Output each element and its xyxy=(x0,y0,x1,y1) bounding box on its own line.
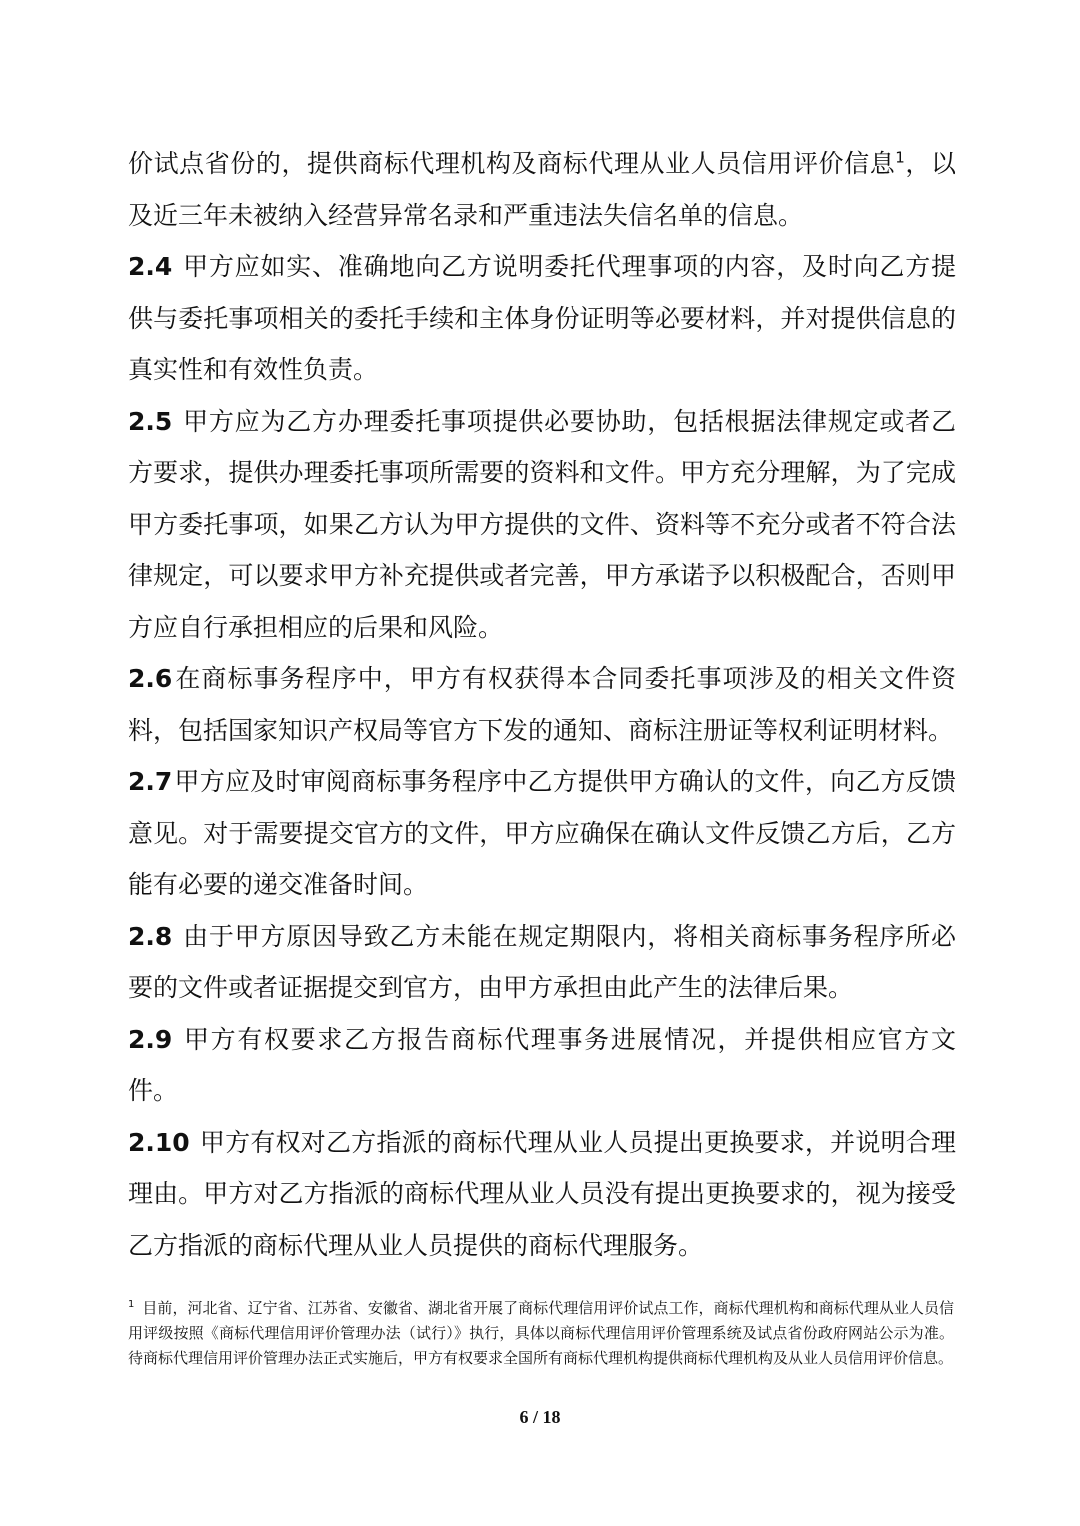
paragraph-continuation xyxy=(128,138,956,241)
paragraph-text-after: ，以及近三年未被纳入经营异常名录和严重违法失信名单的信息。 xyxy=(128,149,956,230)
clause-text: 甲方应及时审阅商标事务程序中乙方提供甲方确认的文件，向乙方反馈意见。对于需要提交官方的文件，甲方应确保在确认文件反馈乙方后，乙方能有必要的递交准备时间。 xyxy=(128,767,956,899)
clause-2-6 xyxy=(128,653,956,756)
clause-2-10 xyxy=(128,1117,956,1272)
clause-2-5 xyxy=(128,396,956,654)
clause-2-7 xyxy=(128,756,956,911)
clause-2-4 xyxy=(128,241,956,396)
clause-text: 甲方有权要求乙方报告商标代理事务进展情况，并提供相应官方文件。 xyxy=(128,1024,956,1105)
paragraph-text: 价试点省份的，提供商标代理机构及商标代理从业人员信用评价信息 xyxy=(128,149,896,178)
clause-text: 甲方应为乙方办理委托事项提供必要协助，包括根据法律规定或者乙方要求，提供办理委托事项所需要的资料和文件。甲方充分理解，为了完成甲方委托事项，如果乙方认为甲方提供的文件、资料等不充分或者不符合法律规定，可以要求甲方补充提供或者完善，甲方承诺予以积极配合，否则甲方应自行承担相应的后果和风险。 xyxy=(128,406,956,642)
clause-text: 甲方应如实、准确地向乙方说明委托代理事项的内容，及时向乙方提供与委托事项相关的委托手续和主体身份证明等必要材料，并对提供信息的真实性和有效性负责。 xyxy=(128,252,956,384)
footnote-text: 目前，河北省、辽宁省、江苏省、安徽省、湖北省开展了商标代理信用评价试点工作，商标代理机构和商标代理从业人员信用评级按照《商标代理信用评价管理办法（试行）》执行，具体以商标代理信用评价管理系统及试点省份政府网站公示为准。待商标代理信用评价管理办法正式实施后，甲方有权要求全国所有商标代理机构提供商标代理机构及从业人员信用评价信息。 xyxy=(128,1299,954,1367)
clause-number: 2.5 xyxy=(128,406,173,436)
page-number: 6 / 18 xyxy=(519,1407,561,1427)
footnote-mark: 1 xyxy=(128,1299,135,1310)
clause-number: 2.6 xyxy=(128,664,173,693)
clause-text: 在商标事务程序中，甲方有权获得本合同委托事项涉及的相关文件资料，包括国家知识产权局等官方下发的通知、商标注册证等权利证明材料。 xyxy=(128,664,956,745)
clause-number: 2.9 xyxy=(128,1024,173,1054)
clause-number: 2.4 xyxy=(128,252,173,281)
contract-body xyxy=(128,138,956,1271)
clause-2-9 xyxy=(128,1014,956,1117)
clause-text: 甲方有权对乙方指派的商标代理从业人员提出更换要求，并说明合理理由。甲方对乙方指派的商标代理从业人员没有提出更换要求的，视为接受乙方指派的商标代理从业人员提供的商标代理服务。 xyxy=(128,1127,956,1260)
clause-number: 2.8 xyxy=(128,921,173,951)
footnote xyxy=(128,1296,954,1371)
clause-2-8 xyxy=(128,911,956,1014)
clause-text: 由于甲方原因导致乙方未能在规定期限内，将相关商标事务程序所必要的文件或者证据提交到官方，由甲方承担由此产生的法律后果。 xyxy=(128,921,956,1002)
clause-number: 2.7 xyxy=(128,767,173,796)
footnote-reference[interactable]: 1 xyxy=(895,148,905,167)
clause-number: 2.10 xyxy=(128,1127,190,1157)
